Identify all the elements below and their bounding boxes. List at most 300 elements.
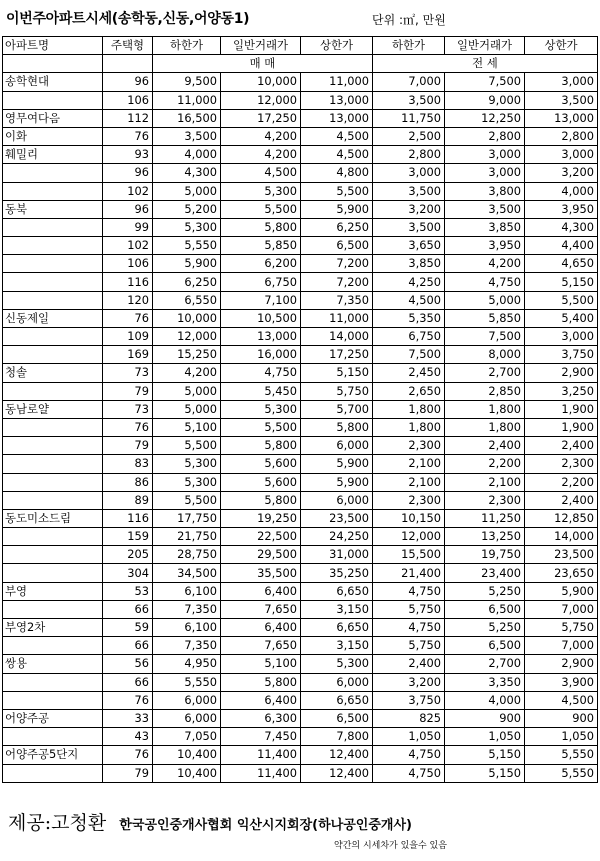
value-cell: 6,400 — [221, 691, 301, 709]
value-cell: 6,250 — [301, 218, 373, 236]
value-cell: 73 — [103, 400, 153, 418]
apartment-name-cell — [3, 291, 103, 309]
value-cell: 6,000 — [153, 709, 221, 727]
value-cell: 2,700 — [445, 655, 525, 673]
value-cell: 5,450 — [221, 382, 301, 400]
value-cell: 3,500 — [525, 91, 598, 109]
value-cell: 4,500 — [221, 164, 301, 182]
value-cell: 169 — [103, 346, 153, 364]
apartment-name-cell: 이화 — [3, 127, 103, 145]
apartment-name-cell — [3, 255, 103, 273]
value-cell: 4,200 — [221, 146, 301, 164]
table-row — [3, 418, 598, 436]
value-cell: 76 — [103, 418, 153, 436]
apartment-name-cell: 부영 — [3, 582, 103, 600]
table-row — [3, 109, 598, 127]
value-cell: 2,300 — [525, 455, 598, 473]
value-cell: 6,100 — [153, 582, 221, 600]
value-cell: 3,750 — [525, 346, 598, 364]
table-row — [3, 182, 598, 200]
value-cell: 3,500 — [153, 127, 221, 145]
value-cell: 53 — [103, 582, 153, 600]
value-cell: 4,500 — [301, 127, 373, 145]
value-cell: 5,150 — [525, 273, 598, 291]
value-cell: 5,900 — [301, 473, 373, 491]
apartment-name-cell — [3, 764, 103, 782]
value-cell: 5,500 — [153, 491, 221, 509]
value-cell: 5,350 — [373, 309, 445, 327]
value-cell: 12,000 — [153, 328, 221, 346]
value-cell: 5,300 — [221, 400, 301, 418]
col-header-type: 주택형 — [103, 37, 153, 55]
value-cell: 19,250 — [221, 509, 301, 527]
value-cell: 2,900 — [525, 655, 598, 673]
apartment-name-cell — [3, 273, 103, 291]
value-cell: 96 — [103, 200, 153, 218]
value-cell: 5,300 — [153, 455, 221, 473]
value-cell: 2,400 — [525, 437, 598, 455]
table-row — [3, 655, 598, 673]
value-cell: 5,150 — [445, 746, 525, 764]
table-row — [3, 509, 598, 527]
value-cell: 4,000 — [153, 146, 221, 164]
col-header-jeonse-high: 상한가 — [525, 37, 598, 55]
value-cell: 89 — [103, 491, 153, 509]
value-cell: 6,650 — [301, 582, 373, 600]
value-cell: 5,150 — [445, 764, 525, 782]
apartment-name-cell: 어양주공5단지 — [3, 746, 103, 764]
value-cell: 3,850 — [445, 218, 525, 236]
apartment-name-cell: 동북 — [3, 200, 103, 218]
table-row — [3, 691, 598, 709]
value-cell: 83 — [103, 455, 153, 473]
value-cell: 2,500 — [373, 127, 445, 145]
apartment-name-cell — [3, 382, 103, 400]
value-cell: 12,850 — [525, 509, 598, 527]
value-cell: 79 — [103, 437, 153, 455]
value-cell: 5,550 — [525, 746, 598, 764]
value-cell: 2,800 — [525, 127, 598, 145]
value-cell: 11,750 — [373, 109, 445, 127]
value-cell: 5,750 — [373, 637, 445, 655]
value-cell: 304 — [103, 564, 153, 582]
table-row — [3, 619, 598, 637]
table-row — [3, 637, 598, 655]
value-cell: 1,900 — [525, 400, 598, 418]
value-cell: 13,250 — [445, 528, 525, 546]
value-cell: 96 — [103, 164, 153, 182]
value-cell: 4,250 — [373, 273, 445, 291]
value-cell: 21,750 — [153, 528, 221, 546]
value-cell: 6,000 — [301, 437, 373, 455]
value-cell: 2,300 — [373, 437, 445, 455]
value-cell: 5,800 — [221, 218, 301, 236]
value-cell: 4,750 — [373, 764, 445, 782]
value-cell: 5,300 — [301, 655, 373, 673]
value-cell: 4,200 — [153, 364, 221, 382]
table-row — [3, 728, 598, 746]
table-row — [3, 237, 598, 255]
value-cell: 1,050 — [525, 728, 598, 746]
value-cell: 23,400 — [445, 564, 525, 582]
value-cell: 79 — [103, 382, 153, 400]
value-cell: 15,500 — [373, 546, 445, 564]
value-cell: 66 — [103, 637, 153, 655]
table-row — [3, 437, 598, 455]
table-row — [3, 582, 598, 600]
col-header-jeonse-low: 하한가 — [373, 37, 445, 55]
value-cell: 22,500 — [221, 528, 301, 546]
value-cell: 5,150 — [301, 364, 373, 382]
value-cell: 3,150 — [301, 600, 373, 618]
value-cell: 5,750 — [301, 382, 373, 400]
value-cell: 23,650 — [525, 564, 598, 582]
table-row — [3, 546, 598, 564]
apartment-name-cell — [3, 437, 103, 455]
value-cell: 4,750 — [373, 746, 445, 764]
value-cell: 3,800 — [445, 182, 525, 200]
value-cell: 2,100 — [445, 473, 525, 491]
value-cell: 5,300 — [221, 182, 301, 200]
table-row — [3, 291, 598, 309]
apartment-name-cell — [3, 673, 103, 691]
unit-label: 단위 :㎡, 만원 — [372, 13, 446, 27]
value-cell: 2,100 — [373, 473, 445, 491]
col-header-jeonse-avg: 일반거래가 — [445, 37, 525, 55]
value-cell: 6,500 — [445, 600, 525, 618]
organization-label: 한국공인중개사협회 익산시지회장(하나공인중개사) — [119, 818, 412, 833]
value-cell: 4,750 — [373, 582, 445, 600]
value-cell: 2,400 — [445, 437, 525, 455]
value-cell: 5,600 — [221, 473, 301, 491]
value-cell: 15,250 — [153, 346, 221, 364]
apartment-name-cell — [3, 218, 103, 236]
table-row — [3, 600, 598, 618]
value-cell: 6,500 — [301, 237, 373, 255]
apartment-name-cell — [3, 91, 103, 109]
value-cell: 3,150 — [301, 637, 373, 655]
value-cell: 11,400 — [221, 746, 301, 764]
value-cell: 6,000 — [301, 491, 373, 509]
value-cell: 5,750 — [373, 600, 445, 618]
group-row — [3, 55, 598, 73]
value-cell: 5,750 — [525, 619, 598, 637]
value-cell: 2,200 — [525, 473, 598, 491]
value-cell: 5,000 — [153, 382, 221, 400]
value-cell: 6,400 — [221, 582, 301, 600]
value-cell: 43 — [103, 728, 153, 746]
value-cell: 5,000 — [153, 182, 221, 200]
group-sale: 매 매 — [153, 55, 373, 73]
value-cell: 2,300 — [445, 491, 525, 509]
value-cell: 900 — [525, 709, 598, 727]
value-cell: 3,000 — [525, 146, 598, 164]
price-table — [2, 36, 598, 783]
value-cell: 5,600 — [221, 455, 301, 473]
value-cell: 5,500 — [221, 418, 301, 436]
value-cell: 4,750 — [445, 273, 525, 291]
value-cell: 3,950 — [445, 237, 525, 255]
value-cell: 5,300 — [153, 473, 221, 491]
table-row — [3, 328, 598, 346]
value-cell: 10,500 — [221, 309, 301, 327]
value-cell: 5,850 — [445, 309, 525, 327]
value-cell: 6,000 — [153, 691, 221, 709]
value-cell: 28,750 — [153, 546, 221, 564]
value-cell: 7,800 — [301, 728, 373, 746]
value-cell: 21,400 — [373, 564, 445, 582]
value-cell: 23,500 — [301, 509, 373, 527]
value-cell: 9,000 — [445, 91, 525, 109]
value-cell: 3,350 — [445, 673, 525, 691]
value-cell: 5,800 — [221, 491, 301, 509]
table-row — [3, 746, 598, 764]
apartment-name-cell — [3, 546, 103, 564]
value-cell: 19,750 — [445, 546, 525, 564]
table-row — [3, 764, 598, 782]
apartment-name-cell — [3, 473, 103, 491]
value-cell: 3,500 — [373, 218, 445, 236]
value-cell: 3,000 — [525, 73, 598, 91]
value-cell: 116 — [103, 273, 153, 291]
value-cell: 5,100 — [153, 418, 221, 436]
value-cell: 7,000 — [525, 600, 598, 618]
value-cell: 33 — [103, 709, 153, 727]
apartment-name-cell — [3, 491, 103, 509]
value-cell: 6,750 — [221, 273, 301, 291]
value-cell: 205 — [103, 546, 153, 564]
value-cell: 102 — [103, 182, 153, 200]
apartment-name-cell: 송학현대 — [3, 73, 103, 91]
value-cell: 3,000 — [525, 328, 598, 346]
value-cell: 1,900 — [525, 418, 598, 436]
value-cell: 2,100 — [373, 455, 445, 473]
value-cell: 17,250 — [301, 346, 373, 364]
provider-label: 제공:고청환 — [8, 812, 107, 834]
apartment-name-cell — [3, 164, 103, 182]
value-cell: 7,000 — [525, 637, 598, 655]
value-cell: 7,500 — [445, 328, 525, 346]
apartment-name-cell — [3, 564, 103, 582]
value-cell: 79 — [103, 764, 153, 782]
apartment-name-cell — [3, 346, 103, 364]
apartment-name-cell — [3, 418, 103, 436]
footer — [8, 808, 412, 835]
value-cell: 7,050 — [153, 728, 221, 746]
value-cell: 2,300 — [373, 491, 445, 509]
apartment-name-cell — [3, 600, 103, 618]
value-cell: 3,200 — [373, 673, 445, 691]
value-cell: 35,500 — [221, 564, 301, 582]
value-cell: 6,500 — [445, 637, 525, 655]
value-cell: 6,400 — [221, 619, 301, 637]
disclaimer-note: 약간의 시세차가 있을수 있음 — [334, 841, 447, 851]
value-cell: 31,000 — [301, 546, 373, 564]
value-cell: 5,550 — [153, 673, 221, 691]
value-cell: 159 — [103, 528, 153, 546]
value-cell: 93 — [103, 146, 153, 164]
group-jeonse: 전 세 — [373, 55, 598, 73]
value-cell: 7,500 — [373, 346, 445, 364]
table-row — [3, 382, 598, 400]
value-cell: 5,850 — [221, 237, 301, 255]
value-cell: 66 — [103, 673, 153, 691]
value-cell: 5,250 — [445, 582, 525, 600]
value-cell: 4,000 — [445, 691, 525, 709]
value-cell: 16,000 — [221, 346, 301, 364]
table-row — [3, 255, 598, 273]
value-cell: 4,800 — [301, 164, 373, 182]
value-cell: 23,500 — [525, 546, 598, 564]
value-cell: 2,800 — [373, 146, 445, 164]
value-cell: 5,300 — [153, 218, 221, 236]
value-cell: 5,900 — [301, 200, 373, 218]
value-cell: 12,400 — [301, 764, 373, 782]
value-cell: 6,300 — [221, 709, 301, 727]
value-cell: 5,800 — [221, 437, 301, 455]
value-cell: 96 — [103, 73, 153, 91]
apartment-name-cell — [3, 328, 103, 346]
value-cell: 13,000 — [525, 109, 598, 127]
table-row — [3, 709, 598, 727]
table-row — [3, 127, 598, 145]
value-cell: 5,900 — [525, 582, 598, 600]
value-cell: 102 — [103, 237, 153, 255]
value-cell: 5,000 — [153, 400, 221, 418]
value-cell: 3,750 — [373, 691, 445, 709]
value-cell: 1,800 — [445, 418, 525, 436]
value-cell: 112 — [103, 109, 153, 127]
value-cell: 3,250 — [525, 382, 598, 400]
value-cell: 2,700 — [445, 364, 525, 382]
value-cell: 6,650 — [301, 691, 373, 709]
value-cell: 11,400 — [221, 764, 301, 782]
value-cell: 99 — [103, 218, 153, 236]
value-cell: 5,550 — [525, 764, 598, 782]
value-cell: 7,450 — [221, 728, 301, 746]
value-cell: 7,650 — [221, 637, 301, 655]
value-cell: 2,400 — [373, 655, 445, 673]
value-cell: 76 — [103, 691, 153, 709]
value-cell: 7,500 — [445, 73, 525, 91]
value-cell: 4,650 — [525, 255, 598, 273]
value-cell: 16,500 — [153, 109, 221, 127]
table-row — [3, 364, 598, 382]
value-cell: 11,000 — [301, 309, 373, 327]
value-cell: 7,350 — [153, 600, 221, 618]
table-row — [3, 273, 598, 291]
value-cell: 6,200 — [221, 255, 301, 273]
value-cell: 6,650 — [301, 619, 373, 637]
value-cell: 1,800 — [373, 400, 445, 418]
header-row — [3, 37, 598, 55]
value-cell: 4,500 — [373, 291, 445, 309]
apartment-name-cell: 신동제일 — [3, 309, 103, 327]
value-cell: 825 — [373, 709, 445, 727]
apartment-name-cell: 동도미소드림 — [3, 509, 103, 527]
value-cell: 5,700 — [301, 400, 373, 418]
value-cell: 5,200 — [153, 200, 221, 218]
apartment-name-cell: 훼밀리 — [3, 146, 103, 164]
col-header-sale-high: 상한가 — [301, 37, 373, 55]
value-cell: 17,750 — [153, 509, 221, 527]
table-row — [3, 91, 598, 109]
value-cell: 116 — [103, 509, 153, 527]
value-cell: 35,250 — [301, 564, 373, 582]
value-cell: 5,250 — [445, 619, 525, 637]
value-cell: 3,650 — [373, 237, 445, 255]
value-cell: 106 — [103, 91, 153, 109]
apartment-name-cell — [3, 237, 103, 255]
value-cell: 86 — [103, 473, 153, 491]
page-title: 이번주아파트시세(송학동,신동,어양동1) — [6, 11, 250, 27]
value-cell: 5,500 — [153, 437, 221, 455]
value-cell: 1,050 — [445, 728, 525, 746]
value-cell: 4,200 — [221, 127, 301, 145]
apartment-name-cell: 동남로얄 — [3, 400, 103, 418]
value-cell: 10,000 — [153, 309, 221, 327]
value-cell: 12,250 — [445, 109, 525, 127]
value-cell: 29,500 — [221, 546, 301, 564]
value-cell: 5,900 — [153, 255, 221, 273]
value-cell: 6,000 — [301, 673, 373, 691]
value-cell: 3,000 — [445, 164, 525, 182]
value-cell: 5,500 — [221, 200, 301, 218]
value-cell: 3,200 — [525, 164, 598, 182]
apartment-name-cell: 청솔 — [3, 364, 103, 382]
value-cell: 5,000 — [445, 291, 525, 309]
apartment-name-cell: 어양주공 — [3, 709, 103, 727]
value-cell: 11,250 — [445, 509, 525, 527]
col-header-sale-low: 하한가 — [153, 37, 221, 55]
apartment-name-cell — [3, 728, 103, 746]
value-cell: 10,150 — [373, 509, 445, 527]
value-cell: 5,500 — [525, 291, 598, 309]
value-cell: 3,500 — [373, 91, 445, 109]
col-header-sale-avg: 일반거래가 — [221, 37, 301, 55]
apartment-name-cell: 부영2차 — [3, 619, 103, 637]
value-cell: 2,850 — [445, 382, 525, 400]
value-cell: 2,400 — [525, 491, 598, 509]
value-cell: 9,500 — [153, 73, 221, 91]
value-cell: 4,400 — [525, 237, 598, 255]
value-cell: 4,750 — [221, 364, 301, 382]
value-cell: 59 — [103, 619, 153, 637]
value-cell: 4,950 — [153, 655, 221, 673]
apartment-name-cell: 영무여다음 — [3, 109, 103, 127]
value-cell: 7,200 — [301, 255, 373, 273]
value-cell: 11,000 — [301, 73, 373, 91]
table-row — [3, 73, 598, 91]
value-cell: 1,050 — [373, 728, 445, 746]
value-cell: 4,500 — [525, 691, 598, 709]
value-cell: 3,000 — [373, 164, 445, 182]
col-header-apartment: 아파트명 — [3, 37, 103, 55]
table-row — [3, 564, 598, 582]
table-row — [3, 146, 598, 164]
value-cell: 17,250 — [221, 109, 301, 127]
value-cell: 4,300 — [153, 164, 221, 182]
value-cell: 3,200 — [373, 200, 445, 218]
value-cell: 6,500 — [301, 709, 373, 727]
table-row — [3, 673, 598, 691]
value-cell: 13,000 — [301, 91, 373, 109]
value-cell: 6,750 — [373, 328, 445, 346]
value-cell: 4,000 — [525, 182, 598, 200]
value-cell: 900 — [445, 709, 525, 727]
value-cell: 76 — [103, 127, 153, 145]
value-cell: 4,500 — [301, 146, 373, 164]
